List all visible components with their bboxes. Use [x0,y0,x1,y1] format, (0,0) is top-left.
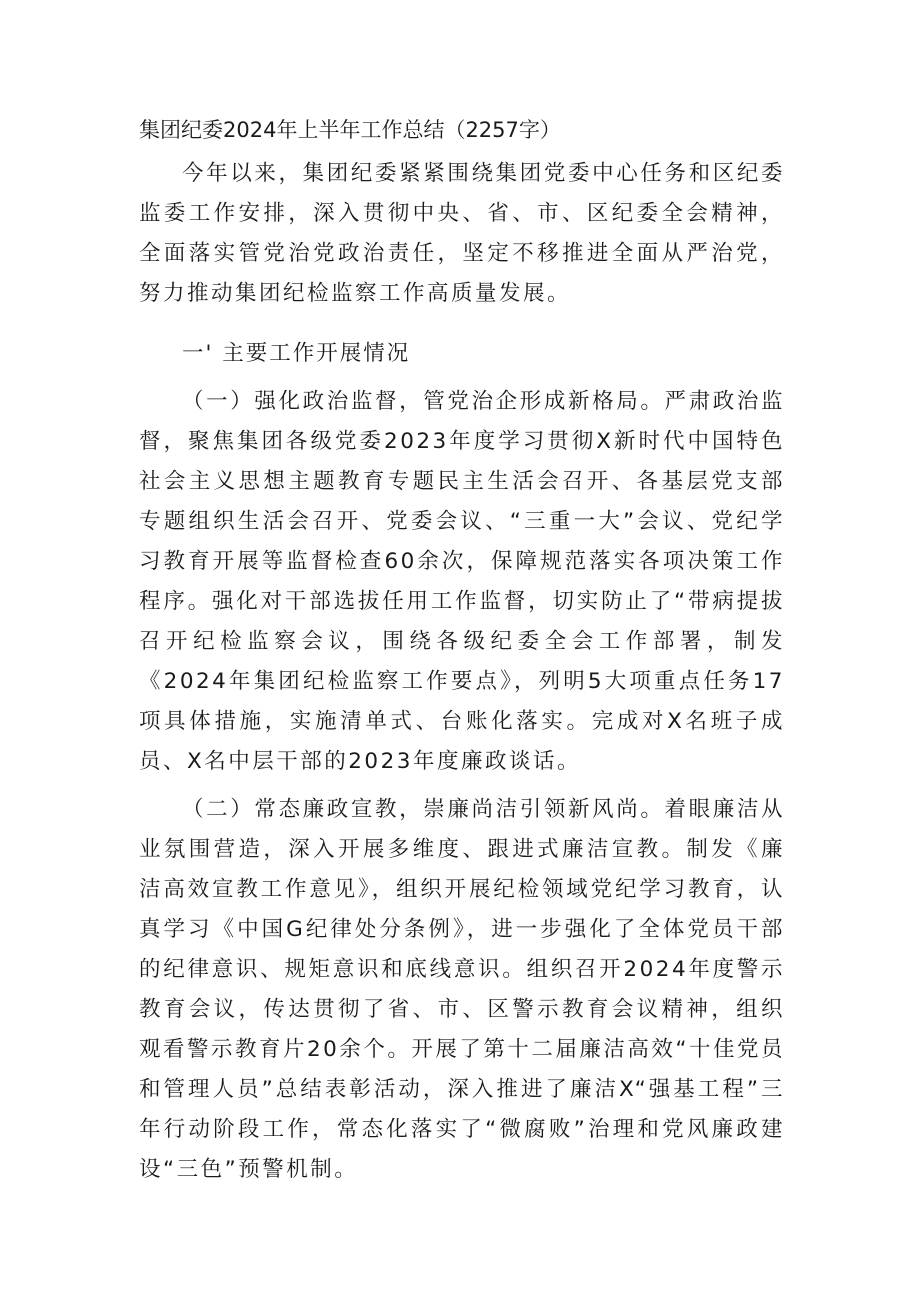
section-heading: 一' 主要工作开展情况 [182,341,411,366]
intro-paragraph: 今年以来，集团纪委紧紧围绕集团党委中心任务和区纪委监委工作安排，深入贯彻中央、省、市、区纪委全会精神，全面落实管党治党政治责任，坚定不移推进全面从严治党，努力推动集团纪检监察工作高质量发展。 [139,161,785,306]
document-title: 集团纪委2024年上半年工作总结（2257字） [139,118,561,142]
document-body [139,112,785,1190]
paragraph-political-supervision: （一）强化政治监督，管党治企形成新格局。严肃政治监督，聚焦集团各级党委2023年度学习贯彻X新时代中国特色社会主义思想主题教育专题民主生活会召开、各基层党支部专题组织生活会召开、党委会议、“三重一大”会议、党纪学习教育开展等监督检查60余次，保障规范落实各项决策工作程序。强化对干部选拔任用工作监督，切实防止了“带病提拔召开纪检监察会议，围绕各级纪委全会工作部署，制发《2024年集团纪检监察工作要点》，列明5大项重点任务17项具体措施，实施清单式、台账化落实。完成对X名班子成员、X名中层干部的2023年度廉政谈话。 [139,389,785,774]
paragraph-integrity-education: （二）常态廉政宣教，崇廉尚洁引领新风尚。着眼廉洁从业氛围营造，深入开展多维度、跟进式廉洁宣教。制发《廉洁高效宣教工作意见》，组织开展纪检领域党纪学习教育，认真学习《中国G纪律处分条例》，进一步强化了全体党员干部的纪律意识、规矩意识和底线意识。组织召开2024年度警示教育会议，传达贯彻了省、市、区警示教育会议精神，组织观看警示教育片20余个。开展了第十二届廉洁高效“十佳党员和管理人员”总结表彰活动，深入推进了廉洁X“强基工程”三年行动阶段工作，常态化落实了“微腐败”治理和党风廉政建设“三色”预警机制。 [139,797,785,1182]
